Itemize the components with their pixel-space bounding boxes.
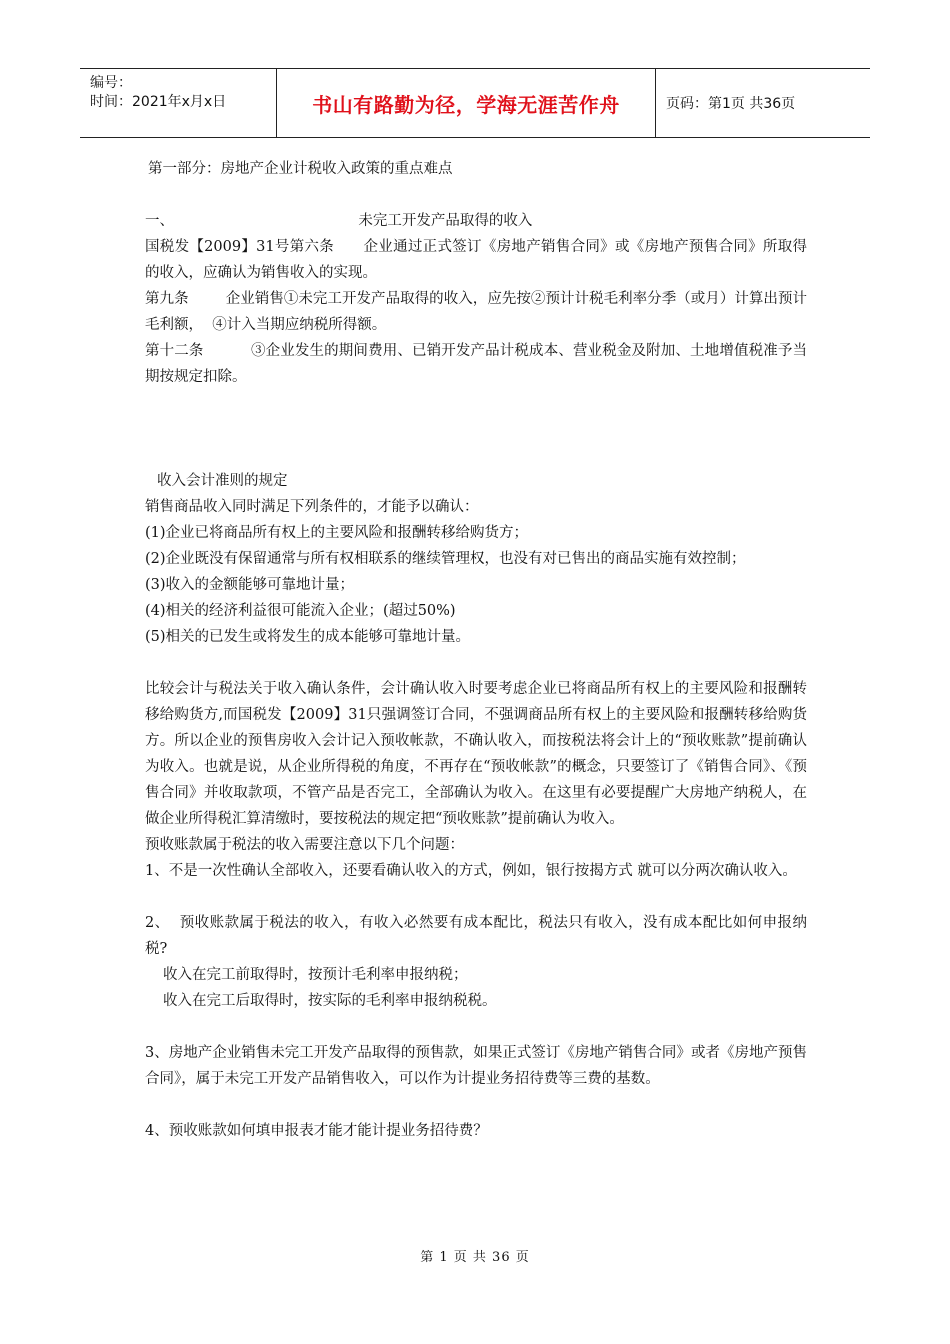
- accounting-standard-title: 收入会计准则的规定: [157, 473, 288, 489]
- issues-intro: 预收账款属于税法的收入需要注意以下几个问题：: [145, 837, 464, 853]
- issue-3: 3、房地产企业销售未完工开发产品取得的预售款，如果正式签订《房地产销售合同》或者《房地产预售合同》，属于未完工开发产品销售收入，可以作为计提业务招待费等三费的基数。: [145, 1045, 807, 1087]
- paragraph-article12: 第十二条 ③企业发生的期间费用、已销开发产品计税成本、营业税金及附加、土地增值税准予当期按规定扣除。: [145, 343, 807, 385]
- page-footer: 第 1 页 共 36 页: [420, 1250, 530, 1265]
- paragraph-article6: 国税发【2009】31号第六条 企业通过正式签订《房地产销售合同》或《房地产预售合同》所取得的收入，应确认为销售收入的实现。: [145, 239, 807, 281]
- accounting-intro: 销售商品收入同时满足下列条件的，才能予以确认：: [145, 499, 479, 515]
- paragraph-article9: 第九条 企业销售①未完工开发产品取得的收入，应先按②预计计税毛利率分季（或月）计算出预计毛利额， ④计入当期应纳税所得额。: [145, 291, 807, 333]
- header-page-info: 页码：第1页 共36页: [666, 96, 796, 112]
- condition-4: (4)相关的经济利益很可能流入企业；(超过50%): [145, 603, 456, 619]
- document-number-label: 编号：: [90, 75, 132, 91]
- issue-2: 2、 预收账款属于税法的收入，有收入必然要有成本配比，税法只有收入，没有成本配比如何申报纳税?: [145, 915, 807, 957]
- issue-4: 4、预收账款如何填申报表才能才能计提业务招待费？: [145, 1123, 488, 1139]
- document-body: [145, 156, 807, 1144]
- condition-5: (5)相关的已发生或将发生的成本能够可靠地计量。: [145, 629, 471, 645]
- condition-2: (2)企业既没有保留通常与所有权相联系的继续管理权，也没有对已售出的商品实施有效控制；: [145, 551, 746, 567]
- section1-heading: 一、 未完工开发产品取得的收入: [145, 213, 533, 229]
- header-meta: [80, 69, 277, 137]
- header-motto-cell: [277, 69, 656, 137]
- document-date-label: 时间：2021年x月x日: [90, 94, 227, 110]
- issue-1: 1、不是一次性确认全部收入，还要看确认收入的方式，例如，银行按揭方式 就可以分两次确认收入。: [145, 863, 797, 879]
- issue-2-after-completion: 收入在完工后取得时，按实际的毛利率申报纳税税。: [163, 993, 497, 1009]
- part-title: 第一部分：房地产企业计税收入政策的重点难点: [148, 161, 453, 177]
- comparison-paragraph: 比较会计与税法关于收入确认条件，会计确认收入时要考虑企业已将商品所有权上的主要风险和报酬转移给购货方,而国税发【2009】31只强调签订合同，不强调商品所有权上的主要风险和报酬转移给购货方。所以企业的预售房收入会计记入预收帐款，不确认收入，而按税法将会计上的“预收账款”提前确认为收入。也就是说，从企业所得税的角度，不再存在“预收帐款”的概念，只要签订了《销售合同》、《预售合同》并收取款项，不管产品是否完工，全部确认为收入。在这里有必要提醒广大房地产纳税人，在做企业所得税汇算清缴时，要按税法的规定把“预收账款”提前确认为收入。: [145, 681, 807, 827]
- page-header: [80, 68, 870, 138]
- condition-3: (3)收入的金额能够可靠地计量；: [145, 577, 355, 593]
- issue-2-before-completion: 收入在完工前取得时，按预计毛利率申报纳税；: [163, 967, 468, 983]
- condition-1: (1)企业已将商品所有权上的主要风险和报酬转移给购货方；: [145, 525, 529, 541]
- header-motto: 书山有路勤为径，学海无涯苦作舟: [312, 92, 620, 117]
- header-page-cell: [656, 69, 870, 137]
